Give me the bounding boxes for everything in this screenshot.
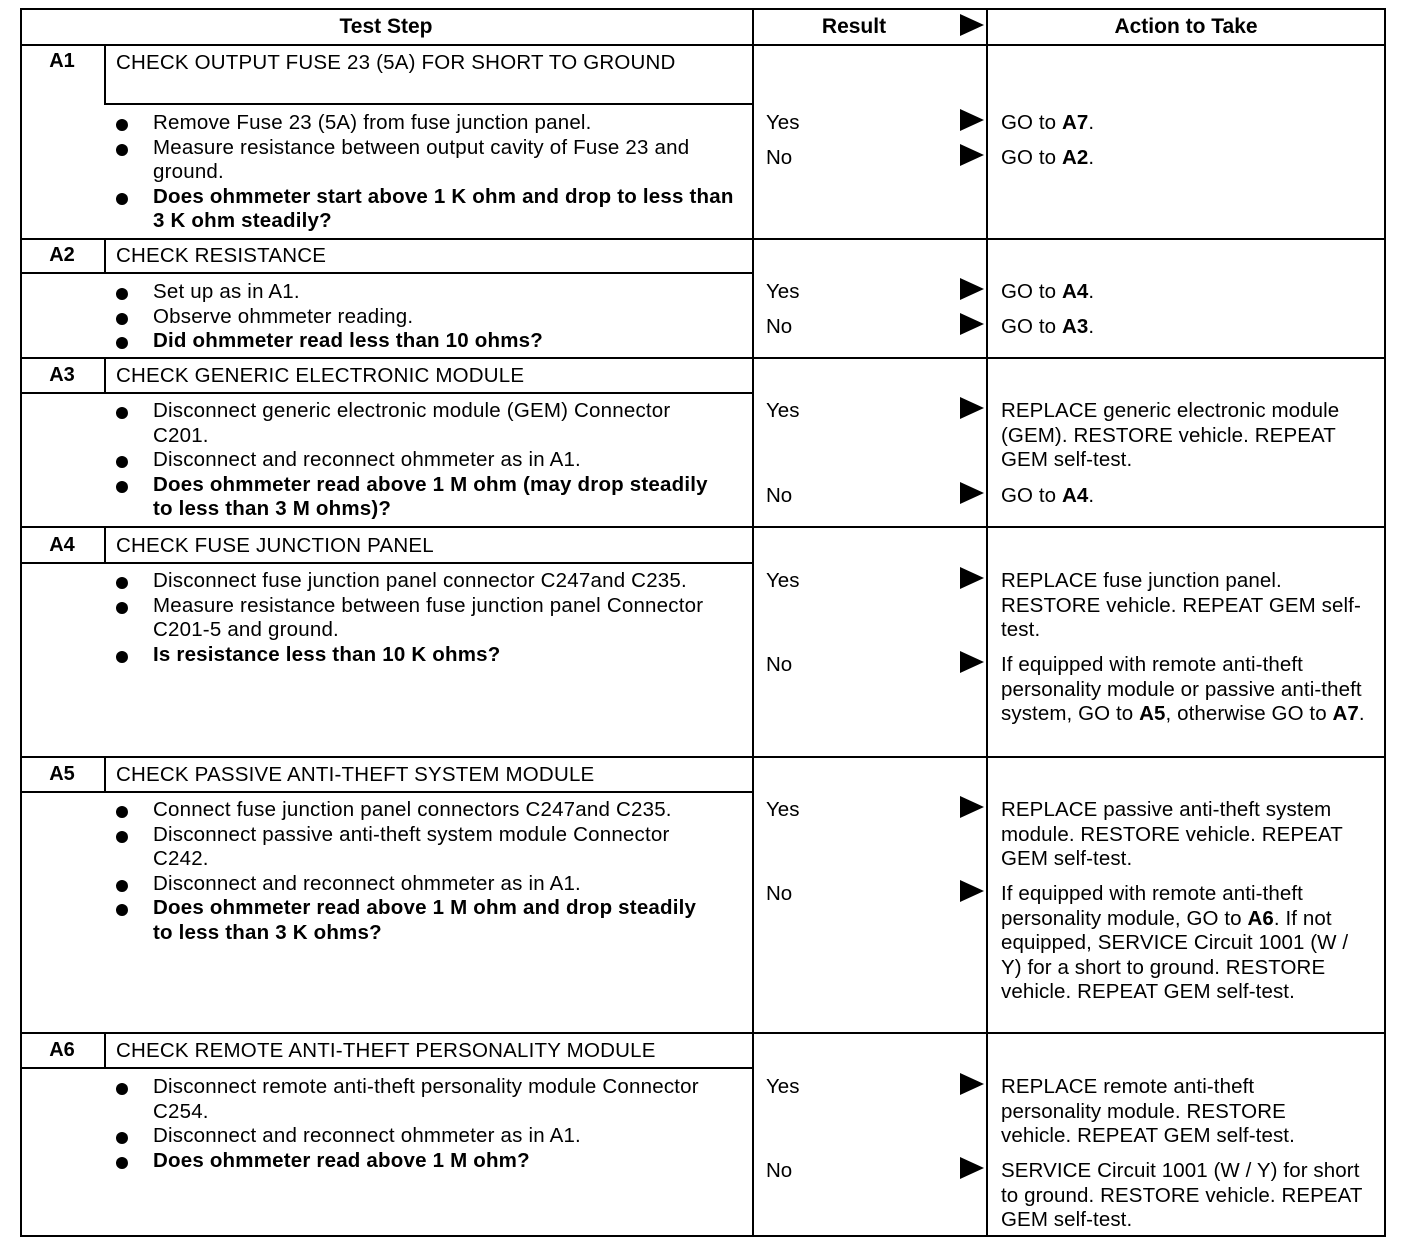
list-item: Did ohmmeter read less than 10 ohms? [110, 329, 750, 354]
title-rule [20, 562, 754, 564]
arrow-right-icon [960, 482, 984, 504]
bullet-icon [116, 193, 128, 205]
id-divider [104, 756, 106, 793]
bullet-icon [116, 313, 128, 325]
result-no: No [766, 315, 793, 338]
header-result: Result [821, 14, 887, 38]
bullet-icon [116, 1083, 128, 1095]
list-item: Disconnect and reconnect ohmmeter as in A1. [110, 1124, 750, 1149]
list-item: Disconnect and reconnect ohmmeter as in A1. [110, 448, 730, 473]
bullet-icon [116, 456, 128, 468]
list-item: Measure resistance between output cavity of Fuse 23 and ground. [110, 136, 750, 185]
arrow-right-icon [960, 880, 984, 902]
id-divider [104, 357, 106, 394]
id-divider [104, 238, 106, 274]
action-text: SERVICE Circuit 1001 (W / Y) for short to ground. RESTORE vehicle. REPEAT GEM self-test. [1001, 1159, 1363, 1231]
bullet-icon [116, 577, 128, 589]
action-text: REPLACE fuse junction panel. RESTORE vehicle. REPEAT GEM self-test. [1001, 569, 1361, 641]
step-title: CHECK FUSE JUNCTION PANEL [116, 534, 434, 557]
list-item: Does ohmmeter read above 1 M ohm and drop steadily to less than 3 K ohms? [110, 896, 700, 945]
step-title: CHECK REMOTE ANTI-THEFT PERSONALITY MODULE [116, 1039, 656, 1062]
step-id: A3 [49, 364, 75, 386]
table-bottom-border [20, 1235, 1386, 1237]
arrow-right-icon [960, 313, 984, 335]
result-no: No [766, 1159, 793, 1182]
step-id: A5 [49, 763, 75, 785]
step-id: A2 [49, 244, 75, 266]
step-id: A1 [49, 50, 75, 72]
result-yes: Yes [766, 111, 800, 134]
list-item: Is resistance less than 10 K ohms? [110, 643, 730, 668]
action-text: REPLACE remote anti-theft personality module. RESTORE vehicle. REPEAT GEM self-test. [1001, 1075, 1295, 1147]
list-item: Connect fuse junction panel connectors C247and C235. [110, 798, 700, 823]
bullet-icon [116, 119, 128, 131]
bullet-icon [116, 831, 128, 843]
list-item: Disconnect and reconnect ohmmeter as in A1. [110, 872, 700, 897]
bullet-icon [116, 880, 128, 892]
list-item: Set up as in A1. [110, 280, 750, 305]
list-item: Remove Fuse 23 (5A) from fuse junction panel. [110, 111, 750, 136]
result-no: No [766, 882, 793, 905]
bullet-icon [116, 602, 128, 614]
bullet-icon [116, 1132, 128, 1144]
row-separator [20, 756, 1386, 758]
list-item: Disconnect passive anti-theft system module Connector C242. [110, 823, 700, 872]
action-text: If equipped with remote anti-theft personality module, GO to A6. If not equipped, SERVICE Circuit 1001 (W / Y) for a short to ground. RESTORE vehicle. REPEAT GEM self-test. [1001, 882, 1349, 1003]
result-yes: Yes [766, 1075, 800, 1098]
arrow-right-icon [960, 397, 984, 419]
header-action: Action to Take [1114, 14, 1258, 38]
bullet-icon [116, 806, 128, 818]
title-rule [20, 392, 754, 394]
result-yes: Yes [766, 280, 800, 303]
result-yes: Yes [766, 798, 800, 821]
action-text: REPLACE generic electronic module (GEM). RESTORE vehicle. REPEAT GEM self-test. [1001, 399, 1340, 471]
arrow-right-icon [960, 796, 984, 818]
id-divider [104, 526, 106, 564]
step-instructions [110, 111, 750, 234]
step-instructions [110, 569, 730, 667]
list-item: Observe ohmmeter reading. [110, 305, 750, 330]
row-separator [20, 238, 1386, 240]
id-divider [104, 44, 106, 105]
action-text: REPLACE passive anti-theft system module. RESTORE vehicle. REPEAT GEM self-test. [1001, 798, 1343, 870]
result-yes: Yes [766, 399, 800, 422]
bullet-icon [116, 904, 128, 916]
arrow-right-icon [960, 278, 984, 300]
list-item: Does ohmmeter start above 1 K ohm and drop to less than 3 K ohm steadily? [110, 185, 750, 234]
list-item: Disconnect remote anti-theft personality module Connector C254. [110, 1075, 750, 1124]
column-divider-action [986, 8, 988, 1237]
step-title: CHECK OUTPUT FUSE 23 (5A) FOR SHORT TO GROUND [116, 51, 676, 74]
row-separator [20, 357, 1386, 359]
action-text: GO to A2. [1001, 146, 1095, 169]
bullet-icon [116, 481, 128, 493]
step-instructions [110, 798, 700, 945]
arrow-right-icon [960, 144, 984, 166]
list-item: Measure resistance between fuse junction panel Connector C201-5 and ground. [110, 594, 730, 643]
bullet-icon [116, 407, 128, 419]
header-arrow-icon [960, 14, 984, 36]
step-instructions [110, 1075, 750, 1173]
table-right-border [1384, 8, 1386, 1237]
row-separator [20, 1032, 1386, 1034]
action-text: GO to A4. [1001, 484, 1095, 507]
step-id: A6 [49, 1039, 75, 1061]
title-rule [20, 791, 754, 793]
action-text: If equipped with remote anti-theft personality module or passive anti-theft system, GO to A5, otherwise GO to A7. [1001, 653, 1365, 725]
result-yes: Yes [766, 569, 800, 592]
action-text: GO to A7. [1001, 111, 1095, 134]
step-title: CHECK RESISTANCE [116, 244, 327, 267]
arrow-right-icon [960, 109, 984, 131]
arrow-right-icon [960, 1157, 984, 1179]
title-rule [20, 1067, 754, 1069]
step-title: CHECK GENERIC ELECTRONIC MODULE [116, 364, 525, 387]
arrow-right-icon [960, 567, 984, 589]
bullet-icon [116, 288, 128, 300]
step-instructions [110, 280, 750, 354]
arrow-right-icon [960, 651, 984, 673]
title-rule [104, 103, 754, 105]
header-test-step: Test Step [339, 14, 433, 38]
step-id: A4 [49, 534, 75, 556]
id-divider [104, 1032, 106, 1069]
list-item: Disconnect generic electronic module (GEM) Connector C201. [110, 399, 730, 448]
bullet-icon [116, 651, 128, 663]
diagnostic-table [20, 8, 1386, 1237]
bullet-icon [116, 1157, 128, 1169]
list-item: Does ohmmeter read above 1 M ohm (may drop steadily to less than 3 M ohms)? [110, 473, 730, 522]
list-item: Does ohmmeter read above 1 M ohm? [110, 1149, 750, 1174]
result-no: No [766, 653, 793, 676]
result-no: No [766, 484, 793, 507]
step-instructions [110, 399, 730, 522]
arrow-right-icon [960, 1073, 984, 1095]
action-text: GO to A3. [1001, 315, 1095, 338]
result-no: No [766, 146, 793, 169]
action-text: GO to A4. [1001, 280, 1095, 303]
bullet-icon [116, 144, 128, 156]
bullet-icon [116, 337, 128, 349]
column-divider-result [752, 8, 754, 1237]
step-title: CHECK PASSIVE ANTI-THEFT SYSTEM MODULE [116, 763, 595, 786]
title-rule [20, 272, 754, 274]
list-item: Disconnect fuse junction panel connector C247and C235. [110, 569, 730, 594]
row-separator [20, 526, 1386, 528]
